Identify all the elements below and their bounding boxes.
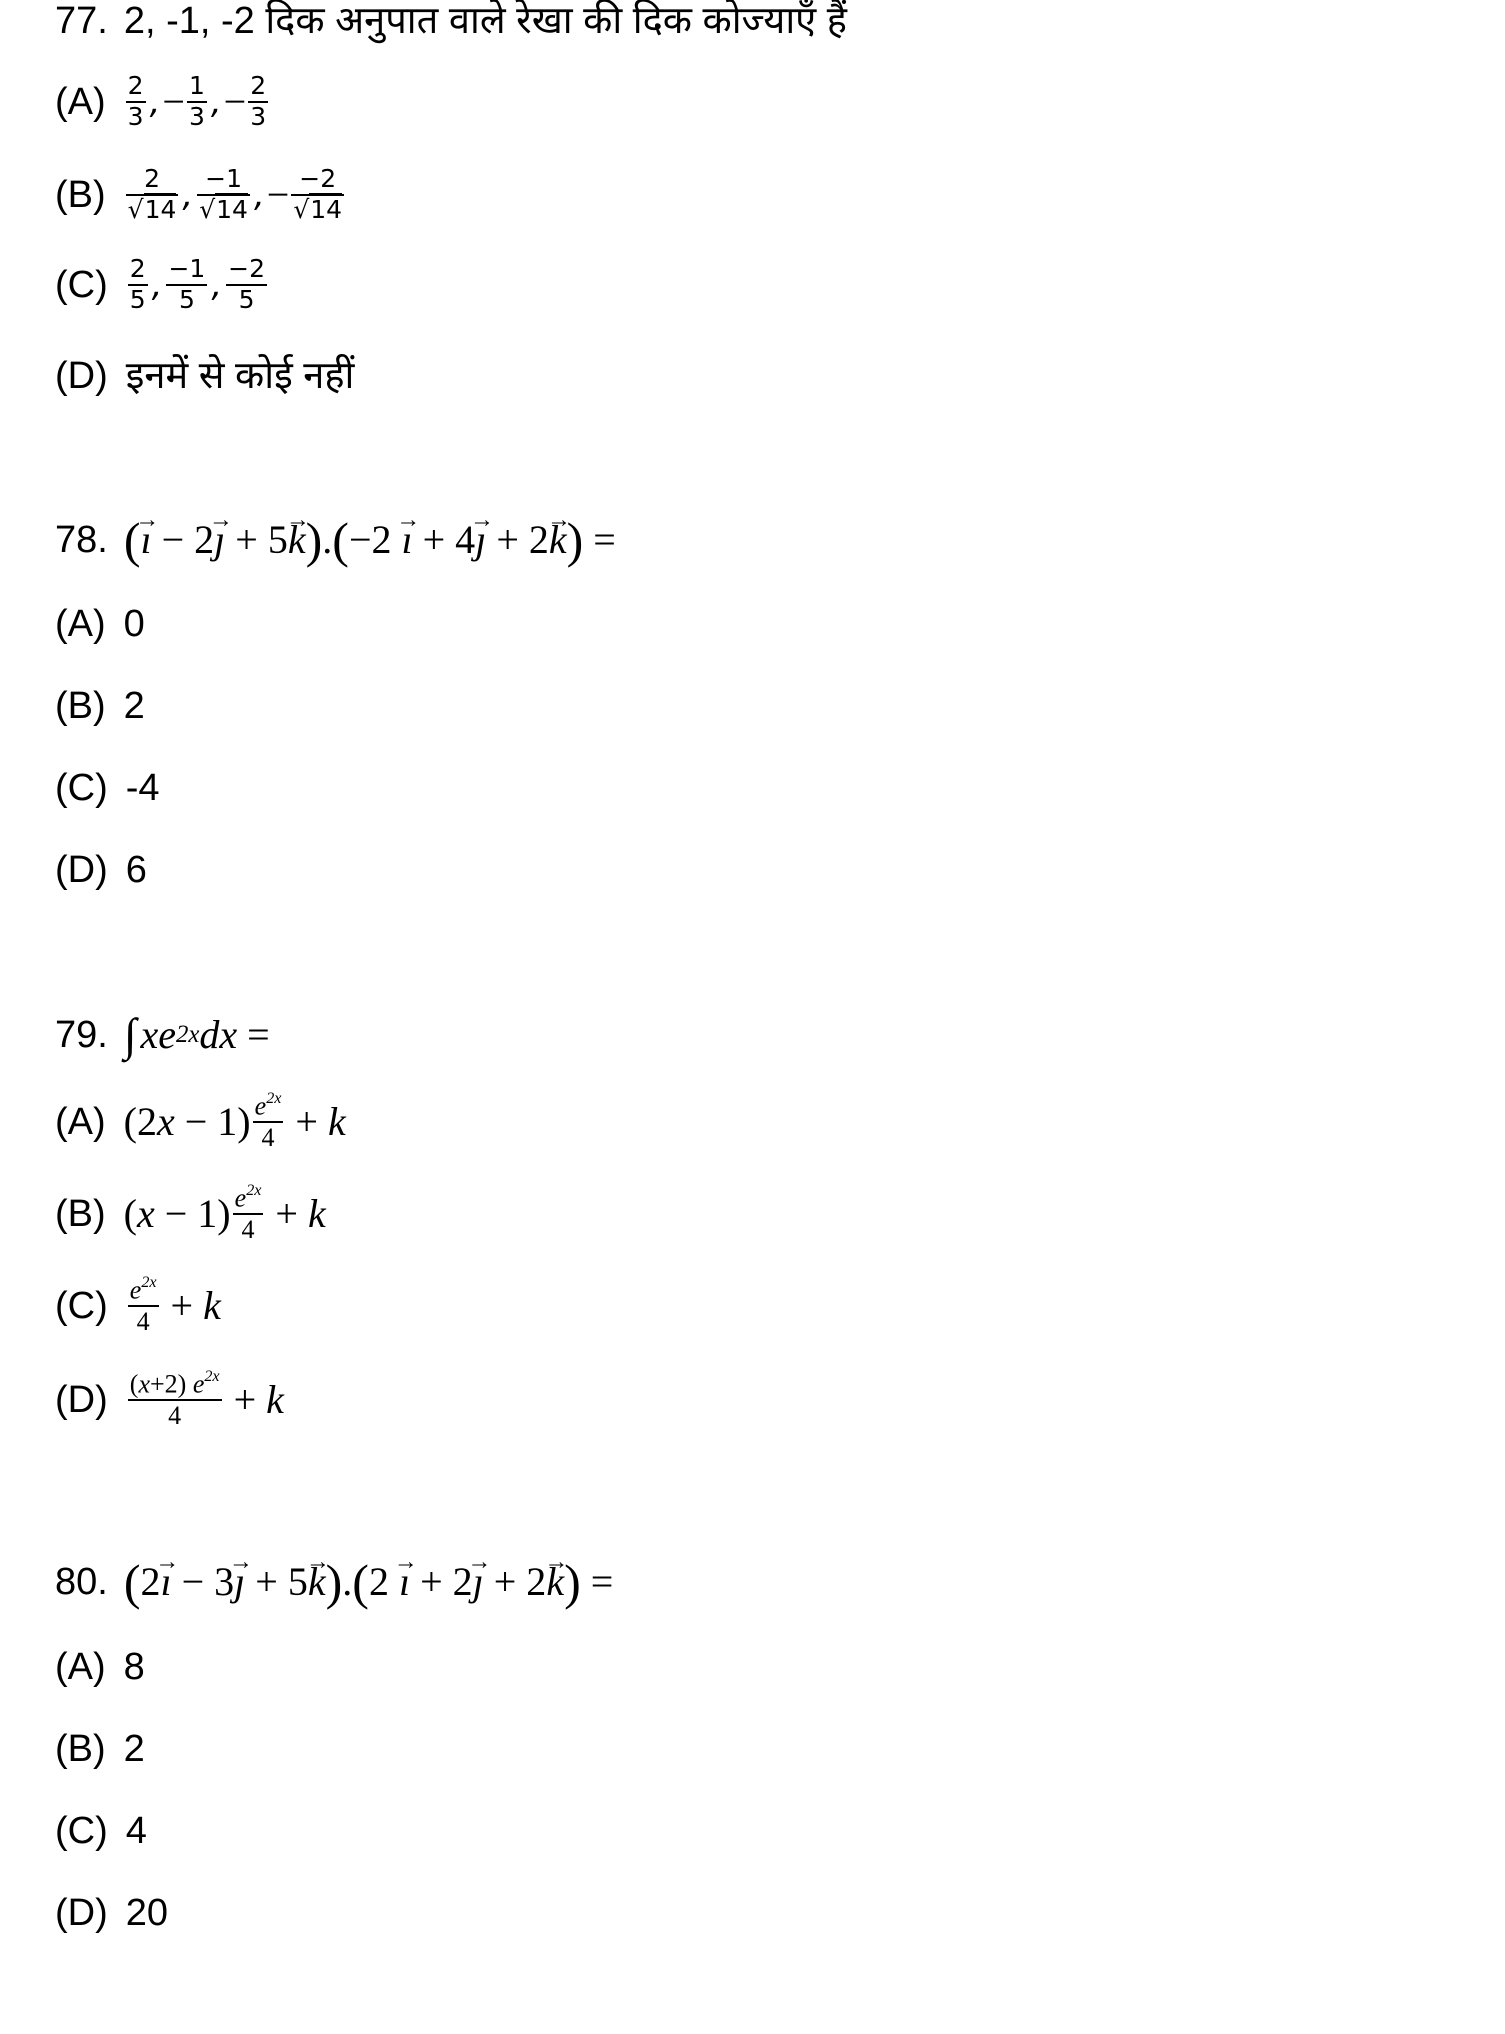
option-text: -4 xyxy=(125,767,160,809)
option-79-c[interactable] xyxy=(55,1274,221,1337)
fraction: $\frac{2}{3}$ xyxy=(127,71,144,131)
option-78-c[interactable] xyxy=(55,769,160,807)
option-label: (B) xyxy=(55,1192,106,1235)
question-77 xyxy=(55,2,847,40)
option-text: इनमें से कोई नहीं xyxy=(125,355,355,397)
question-80 xyxy=(55,1554,614,1610)
option-78-b[interactable] xyxy=(55,687,145,725)
option-text: 20 xyxy=(125,1892,169,1934)
fraction: $\frac{2}{√14}$ xyxy=(127,164,177,224)
fraction: $\frac{-2}{√14}$ xyxy=(293,164,343,224)
option-label: (B) xyxy=(55,1728,106,1770)
option-text: 4 xyxy=(125,1810,147,1852)
option-math: $\frac{2}{5}$ , $\frac{-1}{5}$ , $\frac{-2}{5}$ xyxy=(129,254,266,314)
question-79 xyxy=(55,1009,270,1060)
option-label: (C) xyxy=(55,263,108,306)
option-label: (A) xyxy=(55,80,106,123)
option-80-b[interactable] xyxy=(55,1730,145,1768)
option-80-c[interactable] xyxy=(55,1812,147,1850)
option-79-b[interactable] xyxy=(55,1182,326,1245)
option-text: 2 xyxy=(123,1728,145,1770)
option-78-d[interactable] xyxy=(55,851,147,889)
fraction: $\frac{-1}{5}$ xyxy=(168,254,206,314)
question-expression: ( 2 → ı − 3 → ȷ + 5 → k ) . ( 2 → ı + 2 → ȷ + 2 → k ) = xyxy=(124,1562,613,1602)
option-label: (A) xyxy=(55,1100,106,1143)
fraction: $\frac{1}{3}$ xyxy=(188,71,205,131)
question-78 xyxy=(55,512,616,568)
fraction: $\frac{-2}{5}$ xyxy=(228,254,266,314)
option-math: $\frac{2}{√14}$ , $\frac{-1}{√14}$ , − $\frac{-2}{√14}$ xyxy=(127,164,343,224)
fraction: $\frac{(x+2) e^{2x}}{4}$ xyxy=(129,1368,220,1431)
option-label: (B) xyxy=(55,173,106,216)
option-80-d[interactable] xyxy=(55,1894,168,1932)
option-79-a[interactable] xyxy=(55,1090,346,1153)
option-77-b[interactable] xyxy=(55,165,346,225)
option-math: (2 x − 1) $\frac{e^{2x}}{4}$ + k xyxy=(123,1090,346,1153)
option-text: 0 xyxy=(123,603,145,645)
option-label: (D) xyxy=(55,1892,108,1934)
fraction: $\frac{2}{5}$ xyxy=(129,254,146,314)
option-79-d[interactable] xyxy=(55,1368,284,1431)
option-label: (D) xyxy=(55,355,108,397)
option-label: (C) xyxy=(55,767,108,809)
option-math: ( x − 1) $\frac{e^{2x}}{4}$ + k xyxy=(123,1182,326,1245)
option-label: (D) xyxy=(55,849,108,891)
option-math: $\frac{(x+2) e^{2x}}{4}$ + k xyxy=(129,1368,284,1431)
option-label: (C) xyxy=(55,1284,108,1327)
question-expression: ( → ı − 2 → ȷ + 5 → k ) . ( −2 → ı + 4 → ȷ + 2 → k ) = xyxy=(124,520,616,560)
question-expression: ∫ xe 2x dx = xyxy=(123,1009,270,1060)
option-label: (A) xyxy=(55,603,106,645)
option-77-d[interactable] xyxy=(55,357,354,395)
option-text: 8 xyxy=(123,1646,145,1688)
option-text: 6 xyxy=(125,849,147,891)
fraction: $\frac{e^{2x}}{4}$ xyxy=(129,1274,157,1337)
question-number: 77. xyxy=(55,0,108,42)
option-math: $\frac{2}{3}$ , − $\frac{1}{3}$ , − $\frac{2}{3}$ xyxy=(127,71,267,131)
fraction: $\frac{e^{2x}}{4}$ xyxy=(254,1090,282,1153)
question-number: 80. xyxy=(55,1561,108,1603)
question-number: 78. xyxy=(55,519,108,561)
option-label: (D) xyxy=(55,1378,108,1421)
option-label: (B) xyxy=(55,685,106,727)
question-stem: 2, -1, -2 दिक अनुपात वाले रेखा की दिक कोज्याएँ हैं xyxy=(123,0,847,42)
option-text: 2 xyxy=(123,685,145,727)
option-math: $\frac{e^{2x}}{4}$ + k xyxy=(129,1274,221,1337)
option-77-a[interactable] xyxy=(55,72,270,132)
option-78-a[interactable] xyxy=(55,605,145,643)
question-number: 79. xyxy=(55,1014,108,1056)
fraction: $\frac{2}{3}$ xyxy=(250,71,267,131)
fraction: $\frac{e^{2x}}{4}$ xyxy=(234,1182,262,1245)
option-label: (A) xyxy=(55,1646,106,1688)
option-77-c[interactable] xyxy=(55,255,269,315)
option-80-a[interactable] xyxy=(55,1648,145,1686)
fraction: $\frac{-1}{√14}$ xyxy=(199,164,248,224)
option-label: (C) xyxy=(55,1810,108,1852)
